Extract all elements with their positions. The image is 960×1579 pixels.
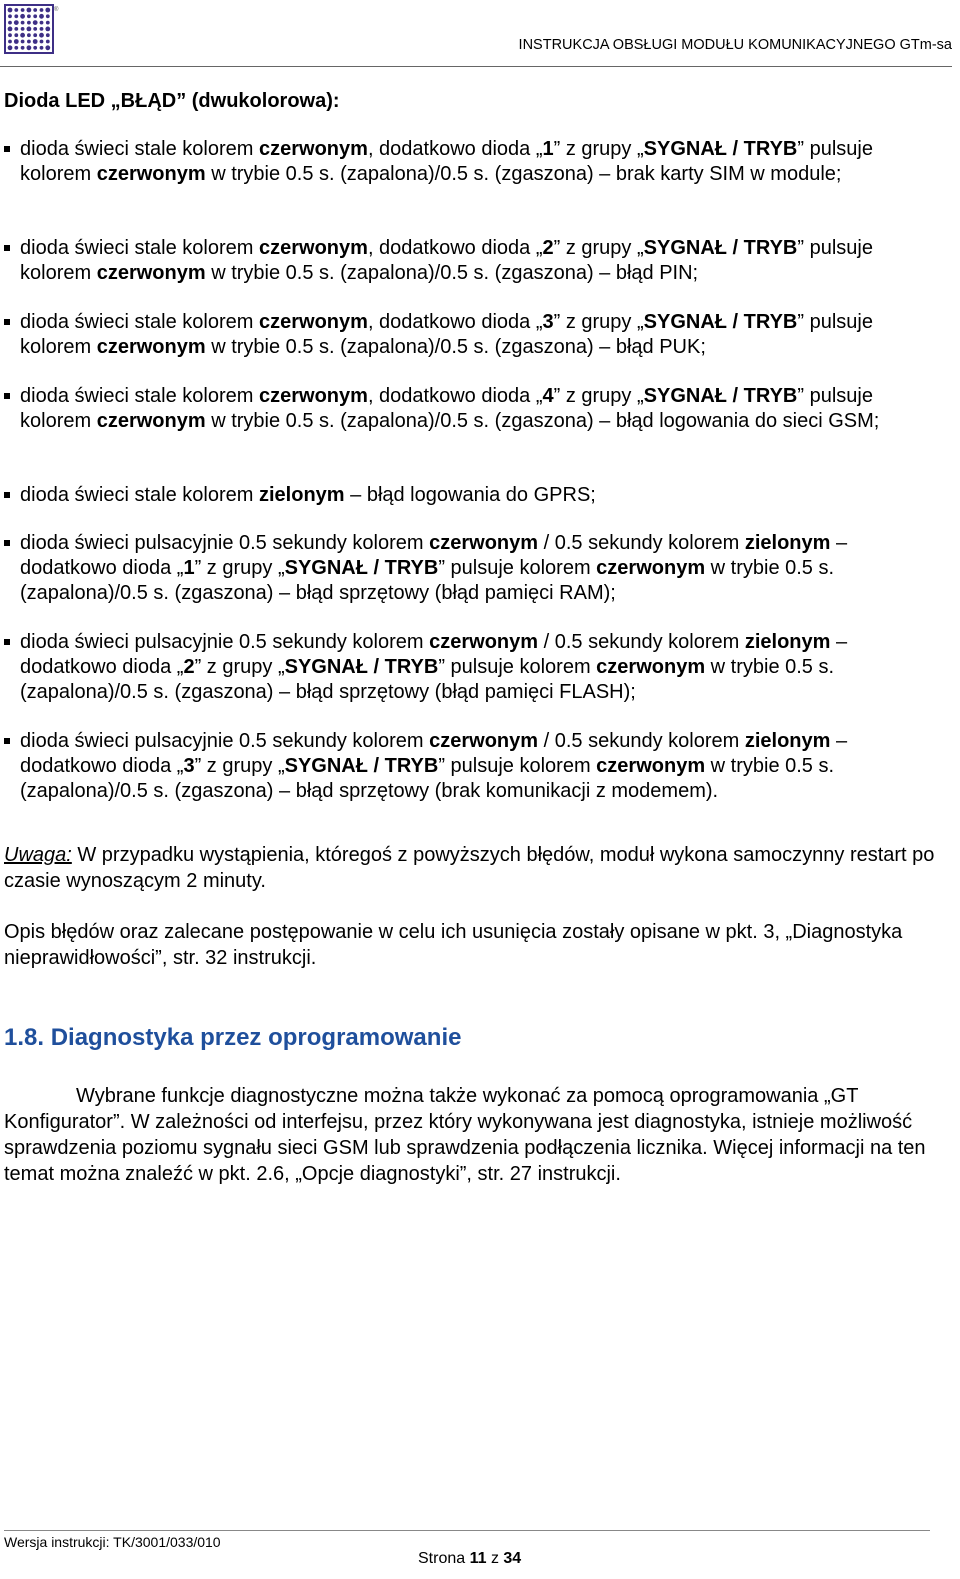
list-item-text bbox=[20, 630, 939, 705]
note-text: W przypadku wystąpienia, któregoś z powyższych błędów, moduł wykona samoczynny restart po czasie wynoszącym 2 minuty. bbox=[4, 844, 935, 892]
text-run: dioda świeci stale kolorem bbox=[20, 484, 259, 506]
text-run: ” z grupy „ bbox=[194, 656, 285, 678]
diagnostics-paragraph: Wybrane funkcje diagnostyczne można także wykonać za pomocą oprogramowania „GT Konfigurator”. W zależności od interfejsu, przez który wykonywana jest diagnostyka, istnieje możliwość sprawdzenia poziomu sygnału sieci GSM lub sprawdzenia podłączenia licznika. Więcej informacji na ten temat można znaleźć w pkt. 2.6, „Opcje diagnostyki”, str. 27 instrukcji. bbox=[4, 1085, 926, 1185]
header-divider bbox=[0, 66, 952, 67]
footer-version: Wersja instrukcji: TK/3001/033/010 bbox=[4, 1534, 221, 1550]
logo-dot bbox=[8, 14, 12, 18]
text-run: – dodatkowo dioda „ bbox=[20, 730, 848, 777]
bold-text-run: 2 bbox=[183, 656, 195, 678]
logo-dot bbox=[21, 21, 25, 25]
list-item bbox=[4, 137, 939, 187]
logo-dot bbox=[14, 14, 18, 18]
text-run: ” z grupy „ bbox=[553, 385, 644, 407]
text-run: dioda świeci pulsacyjnie 0.5 sekundy kolorem bbox=[20, 532, 430, 554]
list-item-text bbox=[20, 310, 939, 360]
logo-dot bbox=[14, 20, 19, 25]
text-run: w trybie 0.5 s. (zapalona)/0.5 s. (zgaszona) – błąd sprzętowy (błąd pamięci RAM); bbox=[20, 557, 835, 604]
document-header-title: INSTRUKCJA OBSŁUGI MODUŁU KOMUNIKACYJNEGO GTm-sa bbox=[518, 37, 952, 53]
errors-reference-paragraph: Opis błędów oraz zalecane postępowanie w celu ich usunięcia zostały opisane w pkt. 3, „Diagnostyka nieprawidłowości”, str. 32 instrukcji. bbox=[4, 921, 903, 969]
logo-dot bbox=[21, 8, 25, 12]
text-run: , dodatkowo dioda „ bbox=[367, 311, 543, 333]
logo-dot bbox=[14, 8, 18, 12]
logo-dot bbox=[21, 27, 25, 31]
logo-dot bbox=[21, 46, 25, 50]
text-run: dioda świeci pulsacyjnie 0.5 sekundy kolorem bbox=[20, 631, 430, 653]
text-run: dioda świeci stale kolorem bbox=[20, 138, 259, 160]
logo-dot bbox=[14, 39, 19, 44]
logo-dot bbox=[27, 45, 32, 50]
logo-dot bbox=[21, 40, 25, 44]
logo-dot bbox=[8, 33, 12, 37]
text-run: ” pulsuje kolorem bbox=[438, 656, 597, 678]
logo-dot bbox=[20, 33, 25, 38]
list-item-text bbox=[20, 483, 939, 508]
logo-dot bbox=[8, 40, 12, 44]
text-run: dioda świeci pulsacyjnie 0.5 sekundy kolorem bbox=[20, 730, 430, 752]
text-run: / 0.5 sekundy kolorem bbox=[538, 730, 745, 752]
text-run: ” z grupy „ bbox=[194, 755, 285, 777]
text-run: w trybie 0.5 s. (zapalona)/0.5 s. (zgaszona) – błąd PUK; bbox=[205, 336, 706, 358]
logo-dot bbox=[40, 46, 44, 50]
bullet-icon bbox=[4, 245, 10, 251]
logo-dot bbox=[33, 33, 37, 37]
bold-text-run: 1 bbox=[542, 138, 554, 160]
page-mid: z bbox=[486, 1550, 504, 1567]
logo-dot bbox=[40, 40, 44, 44]
text-run: – dodatkowo dioda „ bbox=[20, 532, 848, 579]
bullet-icon bbox=[4, 319, 10, 325]
logo-dot bbox=[8, 21, 12, 25]
logo-dot bbox=[8, 27, 13, 32]
bold-text-run: SYGNAŁ / TRYB bbox=[284, 656, 439, 678]
bold-text-run: zielonym bbox=[744, 532, 831, 554]
note-label: Uwaga: bbox=[4, 844, 72, 866]
text-run: ” pulsuje kolorem bbox=[438, 557, 597, 579]
subsection-heading-diagnostics: 1.8. Diagnostyka przez oprogramowanie bbox=[4, 1024, 462, 1051]
logo-dot bbox=[8, 8, 13, 13]
logo-dot bbox=[33, 27, 37, 31]
list-item-text bbox=[20, 531, 939, 606]
bold-text-run: SYGNAŁ / TRYB bbox=[643, 311, 798, 333]
bold-text-run: czerwonym bbox=[96, 262, 206, 284]
logo-dot bbox=[33, 39, 38, 44]
logo-dot bbox=[14, 27, 18, 31]
bold-text-run: czerwonym bbox=[429, 532, 539, 554]
logo-dot bbox=[46, 14, 50, 18]
bold-text-run: czerwonym bbox=[96, 336, 206, 358]
logo-dot bbox=[27, 8, 32, 13]
logo-dot bbox=[33, 46, 37, 50]
bullet-icon bbox=[4, 492, 10, 498]
text-run: ” pulsuje kolorem bbox=[20, 385, 873, 432]
logo-dot bbox=[27, 40, 31, 44]
bullet-icon bbox=[4, 738, 10, 744]
bold-text-run: czerwonym bbox=[596, 557, 706, 579]
text-run: w trybie 0.5 s. (zapalona)/0.5 s. (zgaszona) – błąd sprzętowy (błąd pamięci FLASH); bbox=[20, 656, 835, 703]
logo-dot bbox=[27, 14, 31, 18]
bold-text-run: 1 bbox=[183, 557, 195, 579]
list-item bbox=[4, 483, 939, 508]
logo-dot bbox=[45, 45, 50, 50]
text-run: ” z grupy „ bbox=[553, 138, 644, 160]
text-run: , dodatkowo dioda „ bbox=[367, 385, 543, 407]
text-run: ” pulsuje kolorem bbox=[20, 138, 873, 185]
text-run: , dodatkowo dioda „ bbox=[367, 138, 543, 160]
text-run: ” z grupy „ bbox=[194, 557, 285, 579]
note-paragraph bbox=[4, 842, 952, 894]
bold-text-run: SYGNAŁ / TRYB bbox=[643, 237, 798, 259]
text-run: ” pulsuje kolorem bbox=[20, 237, 873, 284]
text-run: ” z grupy „ bbox=[553, 311, 644, 333]
bold-text-run: czerwonym bbox=[429, 631, 539, 653]
text-run: – błąd logowania do GPRS; bbox=[344, 484, 596, 506]
page-current: 11 bbox=[469, 1550, 487, 1567]
bold-text-run: zielonym bbox=[744, 631, 831, 653]
text-run: w trybie 0.5 s. (zapalona)/0.5 s. (zgaszona) – błąd sprzętowy (brak komunikacji z modemem). bbox=[20, 755, 835, 802]
list-item bbox=[4, 236, 939, 286]
bullet-icon bbox=[4, 146, 10, 152]
bold-text-run: SYGNAŁ / TRYB bbox=[284, 755, 439, 777]
text-run: ” pulsuje kolorem bbox=[438, 755, 597, 777]
bold-text-run: zielonym bbox=[259, 484, 345, 506]
bold-text-run: 3 bbox=[183, 755, 195, 777]
logo-dot bbox=[33, 8, 37, 12]
logo-dot bbox=[27, 33, 31, 37]
text-run: ” pulsuje kolorem bbox=[20, 311, 873, 358]
logo-dot bbox=[40, 21, 44, 25]
bold-text-run: 2 bbox=[542, 237, 554, 259]
page-number bbox=[418, 1550, 521, 1568]
list-item-text bbox=[20, 384, 939, 434]
list-item bbox=[4, 729, 939, 804]
bold-text-run: SYGNAŁ / TRYB bbox=[284, 557, 439, 579]
logo-dot bbox=[33, 20, 38, 25]
logo-dot bbox=[45, 27, 50, 32]
logo-dot bbox=[40, 8, 44, 12]
section-heading-led-error: Dioda LED „BŁĄD” (dwukolorowa): bbox=[4, 90, 340, 112]
bold-text-run: SYGNAŁ / TRYB bbox=[643, 385, 798, 407]
logo-dot bbox=[46, 21, 50, 25]
page-prefix: Strona bbox=[418, 1550, 470, 1567]
bold-text-run: 4 bbox=[542, 385, 554, 407]
logo-dot bbox=[45, 8, 50, 13]
bold-text-run: czerwonym bbox=[259, 237, 368, 259]
text-run: / 0.5 sekundy kolorem bbox=[538, 532, 745, 554]
logo-dot bbox=[8, 45, 13, 50]
bold-text-run: zielonym bbox=[744, 730, 831, 752]
company-logo bbox=[4, 4, 60, 60]
page-total: 34 bbox=[503, 1550, 522, 1567]
bold-text-run: czerwonym bbox=[96, 163, 206, 185]
logo-dot bbox=[40, 27, 44, 31]
text-run: , dodatkowo dioda „ bbox=[367, 237, 543, 259]
logo-dot bbox=[39, 33, 44, 38]
footer-divider bbox=[4, 1530, 930, 1531]
list-item bbox=[4, 310, 939, 360]
bold-text-run: czerwonym bbox=[596, 755, 706, 777]
bullet-icon bbox=[4, 540, 10, 546]
text-run: dioda świeci stale kolorem bbox=[20, 311, 259, 333]
bold-text-run: czerwonym bbox=[596, 656, 706, 678]
logo-dot bbox=[20, 14, 25, 19]
list-item bbox=[4, 531, 939, 606]
logo-dot bbox=[27, 27, 32, 32]
logo-dot bbox=[27, 21, 31, 25]
bold-text-run: czerwonym bbox=[429, 730, 539, 752]
text-run: – dodatkowo dioda „ bbox=[20, 631, 848, 678]
bold-text-run: czerwonym bbox=[259, 385, 368, 407]
logo-dot bbox=[46, 33, 50, 37]
logo-dot bbox=[39, 14, 44, 19]
text-run: w trybie 0.5 s. (zapalona)/0.5 s. (zgaszona) – brak karty SIM w module; bbox=[205, 163, 842, 185]
list-item bbox=[4, 630, 939, 705]
logo-dot bbox=[46, 40, 50, 44]
bold-text-run: czerwonym bbox=[259, 311, 368, 333]
list-item-text bbox=[20, 236, 939, 286]
bold-text-run: czerwonym bbox=[259, 138, 368, 160]
text-run: ” z grupy „ bbox=[553, 237, 644, 259]
list-item-text bbox=[20, 137, 939, 187]
bullet-icon bbox=[4, 639, 10, 645]
logo-dot bbox=[33, 14, 37, 18]
text-run: w trybie 0.5 s. (zapalona)/0.5 s. (zgaszona) – błąd logowania do sieci GSM; bbox=[205, 410, 880, 432]
list-item-text bbox=[20, 729, 939, 804]
bold-text-run: czerwonym bbox=[96, 410, 206, 432]
bold-text-run: 3 bbox=[542, 311, 554, 333]
bullet-icon bbox=[4, 393, 10, 399]
logo-dot bbox=[14, 46, 18, 50]
text-run: w trybie 0.5 s. (zapalona)/0.5 s. (zgaszona) – błąd PIN; bbox=[205, 262, 699, 284]
logo-dot bbox=[14, 33, 18, 37]
bold-text-run: SYGNAŁ / TRYB bbox=[643, 138, 798, 160]
text-run: / 0.5 sekundy kolorem bbox=[538, 631, 745, 653]
list-item bbox=[4, 384, 939, 434]
text-run: dioda świeci stale kolorem bbox=[20, 385, 259, 407]
registered-mark: ® bbox=[54, 7, 59, 13]
text-run: dioda świeci stale kolorem bbox=[20, 237, 259, 259]
